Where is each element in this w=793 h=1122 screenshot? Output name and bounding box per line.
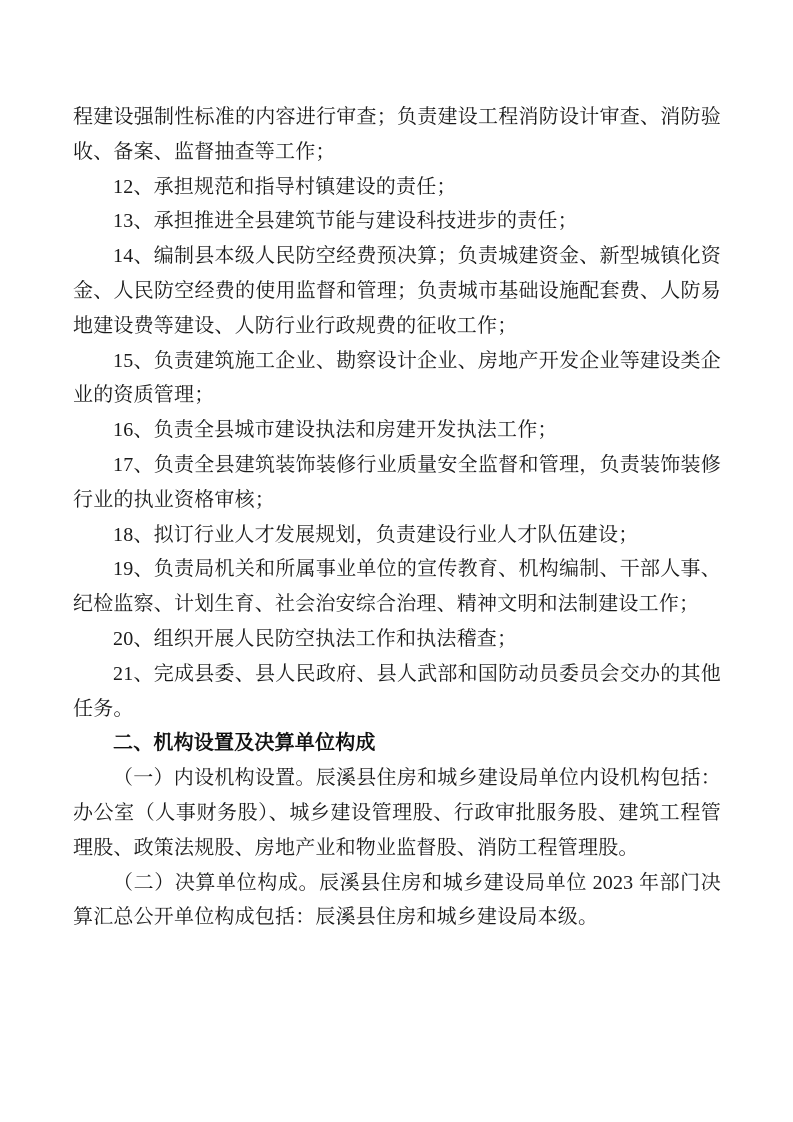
paragraph-item-21: 21、完成县委、县人民政府、县人武部和国防动员委员会交办的其他任务。 bbox=[73, 662, 721, 720]
document-body bbox=[73, 100, 721, 935]
paragraph-item-16: 16、负责全县城市建设执法和房建开发执法工作； bbox=[113, 419, 558, 442]
paragraph-subsection-2: （二）决算单位构成。辰溪县住房和城乡建设局单位 2023 年部门决算汇总公开单位构成包括：辰溪县住房和城乡建设局本级。 bbox=[73, 871, 721, 929]
section-heading-2: 二、机构设置及决算单位构成 bbox=[113, 732, 376, 755]
paragraph-item-14: 14、编制县本级人民防空经费预决算；负责城建资金、新型城镇化资金、人民防空经费的使用监督和管理；负责城市基础设施配套费、人防易地建设费等建设、人防行业行政规费的征收工作； bbox=[73, 245, 721, 337]
paragraph-item-12: 12、承担规范和指导村镇建设的责任； bbox=[113, 175, 457, 198]
paragraph-item-20: 20、组织开展人民防空执法工作和执法稽查； bbox=[113, 627, 518, 650]
paragraph-subsection-1: （一）内设机构设置。辰溪县住房和城乡建设局单位内设机构包括：办公室（人事财务股）、城乡建设管理股、行政审批服务股、建筑工程管理股、政策法规股、房地产业和物业监督股、消防工程管理股。 bbox=[73, 767, 721, 859]
paragraph-item-13: 13、承担推进全县建筑节能与建设科技进步的责任； bbox=[113, 210, 578, 233]
paragraph-item-17: 17、负责全县建筑装饰装修行业质量安全监督和管理，负责装饰装修行业的执业资格审核； bbox=[73, 453, 721, 511]
paragraph-continuation: 程建设强制性标准的内容进行审查；负责建设工程消防设计审查、消防验收、备案、监督抽查等工作； bbox=[73, 106, 721, 163]
paragraph-item-18: 18、拟订行业人才发展规划，负责建设行业人才队伍建设； bbox=[113, 523, 639, 546]
paragraph-item-15: 15、负责建筑施工企业、勘察设计企业、房地产开发企业等建设类企业的资质管理； bbox=[73, 349, 721, 407]
paragraph-item-19: 19、负责局机关和所属事业单位的宣传教育、机构编制、干部人事、纪检监察、计划生育、社会治安综合治理、精神文明和法制建设工作； bbox=[73, 558, 721, 616]
